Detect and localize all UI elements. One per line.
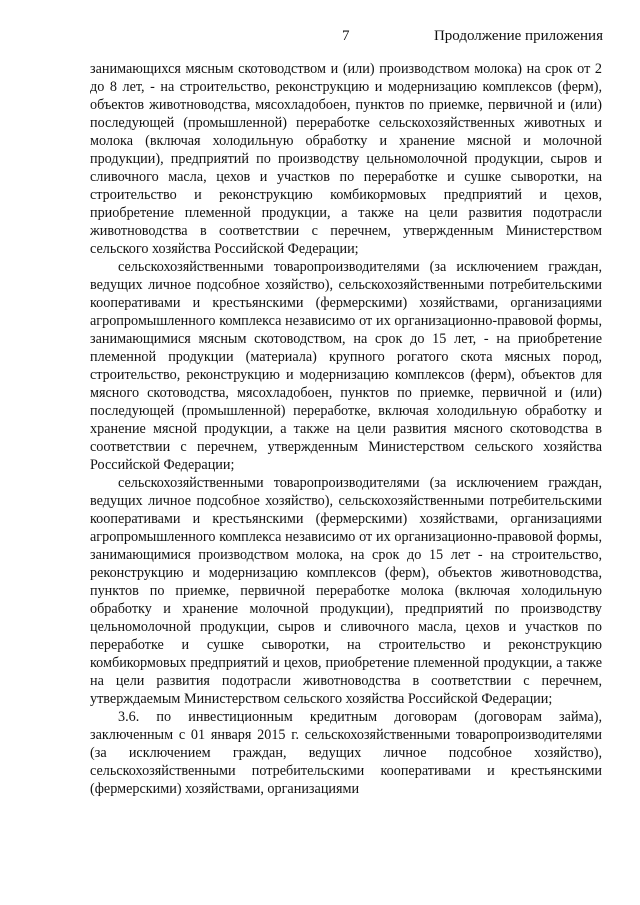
appendix-continuation-title: Продолжение приложения	[433, 28, 603, 44]
paragraph-milk-production: сельскохозяйственными товаропроизводителями (за исключением граждан, ведущих личное подсобное хозяйство), сельскохозяйственными потребительскими кооперативами и крестьянскими (фермерскими) хозяйствами, организациями агропромышленного комплекса независимо от их организационно-правовой формы, занимающимися производством молока, на срок до 15 лет - на строительство, реконструкцию и модернизацию комплексов (ферм), объектов животноводства, пунктов по приемке, первичной переработке молока (включая холодильную обработку и хранение молочной продукции), предприятий по производству цельномолочной продукции, сыров и сливочного масла, цехов и участков по переработке и сушке сыворотки, на строительство и реконструкцию комбикормовых предприятий и цехов, приобретение племенной продукции, а также на цели развития подотрасли животноводства в соответствии с перечнем, утверждаемым Министерством сельского хозяйства Российской Федерации;	[90, 475, 602, 707]
document-body	[90, 60, 602, 798]
page-number: 7	[342, 28, 350, 44]
paragraph-continuation: занимающихся мясным скотоводством и (или) производством молока) на срок от 2 до 8 лет, - на строительство, реконструкцию и модернизацию комплексов (ферм), объектов животноводства, мясохладобоен, пунктов по приемке, первичной и (или) последующей (промышленной) переработке сельскохозяйственных животных и молока (включая холодильную обработку и хранение мясной и молочной продукции), предприятий по производству цельномолочной продукции, сыров и сливочного масла, цехов и участков по переработке и сушке сыворотки, на строительство и реконструкцию комбикормовых предприятий и цехов, приобретение племенной продукции, а также на цели развития подотрасли животноводства в соответствии с перечнем, утвержденным Министерством сельского хозяйства Российской Федерации;	[90, 61, 602, 257]
paragraph-beef-cattle: сельскохозяйственными товаропроизводителями (за исключением граждан, ведущих личное подсобное хозяйство), сельскохозяйственными потребительскими кооперативами и крестьянскими (фермерскими) хозяйствами, организациями агропромышленного комплекса независимо от их организационно-правовой формы, занимающимися мясным скотоводством, на срок до 15 лет, - на приобретение племенной продукции (материала) крупного рогатого скота мясных пород, строительство, реконструкцию и модернизацию комплексов (ферм), объектов для мясного скотоводства, мясохладобоен, пунктов по приемке, первичной и (или) последующей (промышленной) переработке, включая холодильную обработку и хранение мясной продукции, а также на цели развития мясного скотоводства в соответствии с перечнем, утвержденным Министерством сельского хозяйства Российской Федерации;	[90, 259, 602, 473]
page-header	[88, 28, 603, 48]
paragraph-clause-3-6: 3.6. по инвестиционным кредитным договорам (договорам займа), заключенным с 01 января 2015 г. сельскохозяйственными товаропроизводителями (за исключением граждан, ведущих личное подсобное хозяйство), сельскохозяйственными потребительскими кооперативами и крестьянскими (фермерскими) хозяйствами, организациями	[90, 709, 602, 797]
